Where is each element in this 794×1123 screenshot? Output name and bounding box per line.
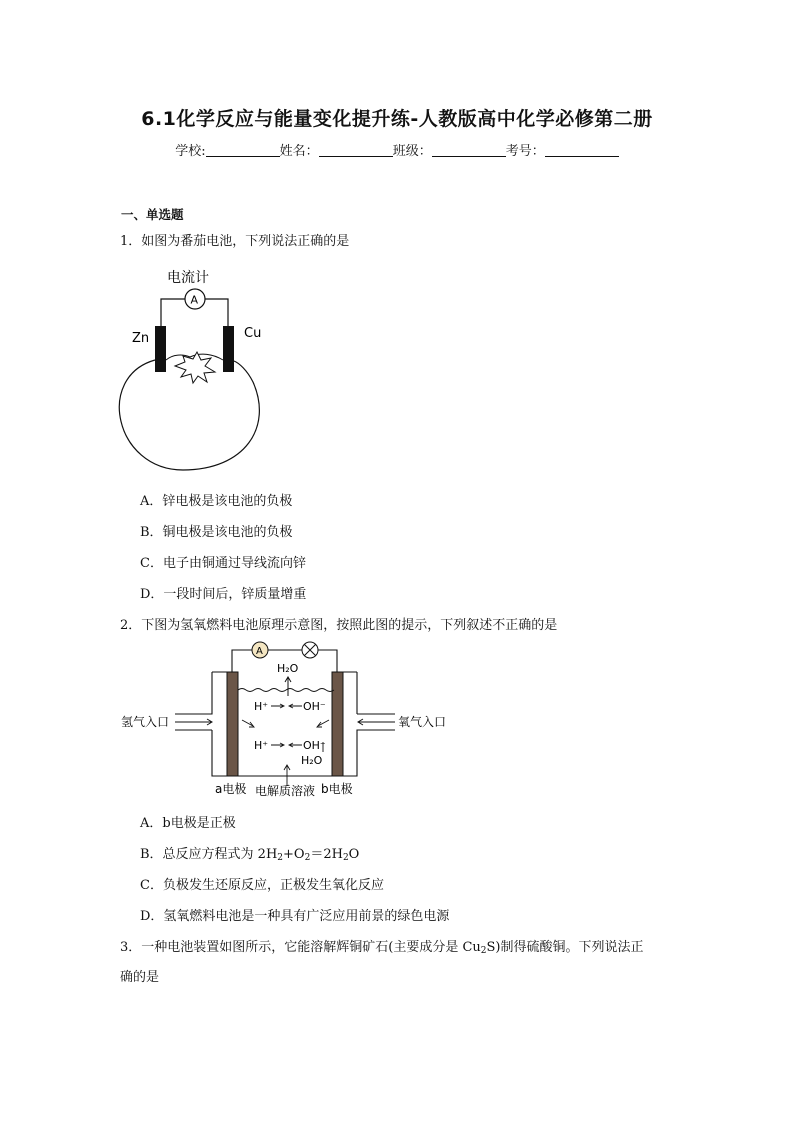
exam-no-label: 考号： [505, 144, 545, 159]
h-ion-arrow-1 [271, 704, 284, 708]
a-electrode [227, 672, 238, 776]
diag-arrow-right [317, 720, 329, 727]
diag-arrow-left [242, 720, 254, 727]
h-ion-2: H⁺ [254, 739, 269, 752]
meter-label: 电流计 [167, 270, 209, 286]
b-electrode [332, 672, 343, 776]
subscript: 2 [277, 853, 284, 863]
q1-option-a[interactable]: A．锌电极是该电池的负极 [140, 494, 293, 509]
school-blank[interactable] [206, 144, 280, 157]
q2-option-b[interactable] [140, 843, 359, 863]
water-top-label: H₂O [277, 662, 299, 675]
tomato-outline [119, 360, 259, 470]
school-label: 学校: [175, 144, 206, 159]
ammeter-symbol: A [256, 646, 263, 657]
oh-ion-2: OH⁻ [303, 739, 326, 752]
q2-option-c[interactable]: C．负极发生还原反应，正极发生氧化反应 [140, 878, 384, 893]
electrolyte-label: 电解质溶液 [255, 784, 316, 798]
class-blank[interactable] [432, 144, 506, 157]
zn-label: Zn [132, 331, 150, 346]
q3-stem [120, 936, 644, 956]
oh-ion-1: OH⁻ [303, 700, 326, 713]
water-bottom-label: H₂O [301, 754, 323, 767]
subscript: 2 [304, 853, 311, 863]
name-blank[interactable] [319, 144, 393, 157]
q2-stem: 2．下图为氢氧燃料电池原理示意图，按照此图的提示，下列叙述不正确的是 [120, 618, 558, 633]
a-electrode-label: a电极 [215, 782, 247, 796]
student-info-line [0, 140, 794, 159]
q2-option-b-text: +O [283, 847, 305, 862]
q3-stem-line2: 确的是 [120, 970, 160, 985]
q2-option-d[interactable]: D．氢氧燃料电池是一种具有广泛应用前景的绿色电源 [140, 909, 450, 924]
b-electrode-label: b电极 [321, 782, 353, 796]
q2-option-b-text: B．总反应方程式为 2H [140, 847, 278, 862]
class-label: 班级： [392, 144, 432, 159]
section-heading: 一、单选题 [121, 207, 184, 222]
tomato-battery-figure [115, 262, 275, 474]
subscript: 2 [342, 853, 349, 863]
name-label: 姓名： [279, 144, 319, 159]
fuel-cell-figure [117, 638, 462, 800]
oh-ion-arrow-2 [289, 743, 302, 747]
q1-stem: 1．如图为番茄电池，下列说法正确的是 [120, 234, 350, 249]
h-ion-1: H⁺ [254, 700, 269, 713]
q3-stem-text: S)制得硫酸铜。下列说法正 [486, 940, 644, 955]
page-title: 6.1化学反应与能量变化提升练-人教版高中化学必修第二册 [141, 108, 653, 130]
oh-ion-arrow-1 [289, 704, 302, 708]
q1-option-d[interactable]: D．一段时间后，锌质量增重 [140, 587, 307, 602]
h2-inlet-label: 氢气入口 [121, 715, 170, 729]
q2-option-b-text: O [348, 847, 360, 862]
stem-star-icon [175, 352, 215, 383]
q1-option-c[interactable]: C．电子由铜通过导线流向锌 [140, 556, 306, 571]
q2-option-b-text: ＝2H [310, 847, 343, 862]
subscript: 2 [480, 946, 487, 956]
q3-stem-text: 3．一种电池装置如图所示，它能溶解辉铜矿石(主要成分是 Cu [120, 940, 481, 955]
cu-electrode [223, 326, 234, 372]
h-ion-arrow-2 [271, 743, 284, 747]
o2-inlet-label: 氧气入口 [398, 715, 447, 729]
zn-electrode [155, 326, 166, 372]
ammeter-symbol: A [190, 293, 199, 307]
q2-option-a[interactable]: A．b电极是正极 [140, 816, 236, 831]
liquid-surface [238, 689, 334, 692]
exam-no-blank[interactable] [545, 144, 619, 157]
q1-option-b[interactable]: B．铜电极是该电池的负极 [140, 525, 293, 540]
cu-label: Cu [244, 326, 262, 341]
